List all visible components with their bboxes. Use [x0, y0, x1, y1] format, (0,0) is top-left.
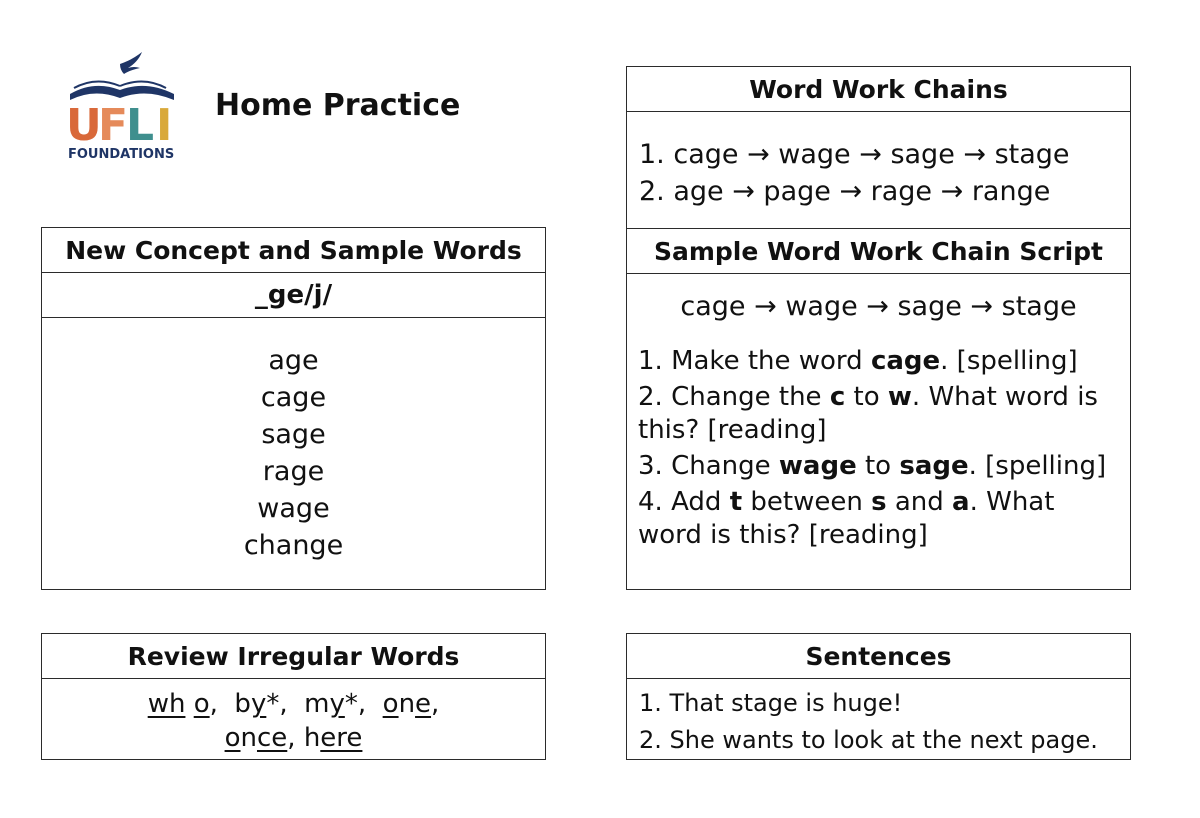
svg-text:U: U — [66, 100, 102, 151]
svg-text:F: F — [98, 100, 129, 151]
word-work-chains-box — [626, 66, 1131, 230]
irregular-word: my*, — [304, 689, 383, 719]
svg-text:L: L — [126, 100, 155, 151]
sentence-item: 1. That stage is huge! — [639, 689, 903, 717]
sentences-box — [626, 633, 1131, 760]
sample-word: wage — [257, 493, 330, 524]
sample-word: age — [268, 345, 319, 376]
irregular-word: one, — [382, 689, 440, 719]
script-step: 3. Change wage to sage. [spelling] — [638, 451, 1107, 481]
irregular-words — [42, 679, 545, 755]
script-step: 2. Change the c to w. What word is this? [reading] — [638, 382, 1098, 445]
page-title: Home Practice — [215, 88, 461, 123]
pattern-sound: /j/ — [304, 280, 333, 310]
svg-text:I: I — [156, 100, 173, 151]
script-step: 1. Make the word cage. [spelling] — [638, 346, 1078, 376]
script-chain: cage → wage → sage → stage — [680, 291, 1077, 322]
irregular-words-box — [41, 633, 546, 760]
script-steps — [627, 325, 1130, 552]
script-header: Sample Word Work Chain Script — [627, 229, 1130, 274]
sample-word: rage — [262, 456, 325, 487]
chain-item: 2. age → page → rage → range — [639, 176, 1051, 207]
ufli-logo — [62, 44, 182, 164]
concept-box — [41, 227, 546, 590]
script-box — [626, 228, 1131, 590]
script-step: 4. Add t between s and a. What word is this? [reading] — [638, 487, 1055, 550]
irregular-word: once, — [224, 723, 304, 753]
word-work-chains-header: Word Work Chains — [627, 67, 1130, 112]
irregular-words-header: Review Irregular Words — [42, 634, 545, 679]
sentence-item: 2. She wants to look at the next page. — [639, 726, 1098, 754]
irregular-word: by*, — [234, 689, 305, 719]
logo-subtitle: FOUNDATIONS — [68, 147, 175, 162]
book-with-bird-icon — [62, 44, 182, 164]
sample-word: sage — [261, 419, 326, 450]
sample-word: cage — [260, 382, 327, 413]
concept-header: New Concept and Sample Words — [42, 228, 545, 273]
pattern-letters: ge — [267, 280, 305, 310]
irregular-word: wh o, — [147, 689, 235, 719]
irregular-line — [42, 721, 545, 755]
pattern-blank: _ — [254, 280, 268, 310]
sentences-header: Sentences — [627, 634, 1130, 679]
sample-word-list — [42, 318, 545, 564]
irregular-word: here — [303, 723, 363, 753]
chain-item: 1. cage → wage → sage → stage — [639, 139, 1070, 170]
concept-pattern — [42, 273, 545, 318]
sample-word: change — [243, 530, 344, 561]
irregular-line — [42, 687, 545, 721]
